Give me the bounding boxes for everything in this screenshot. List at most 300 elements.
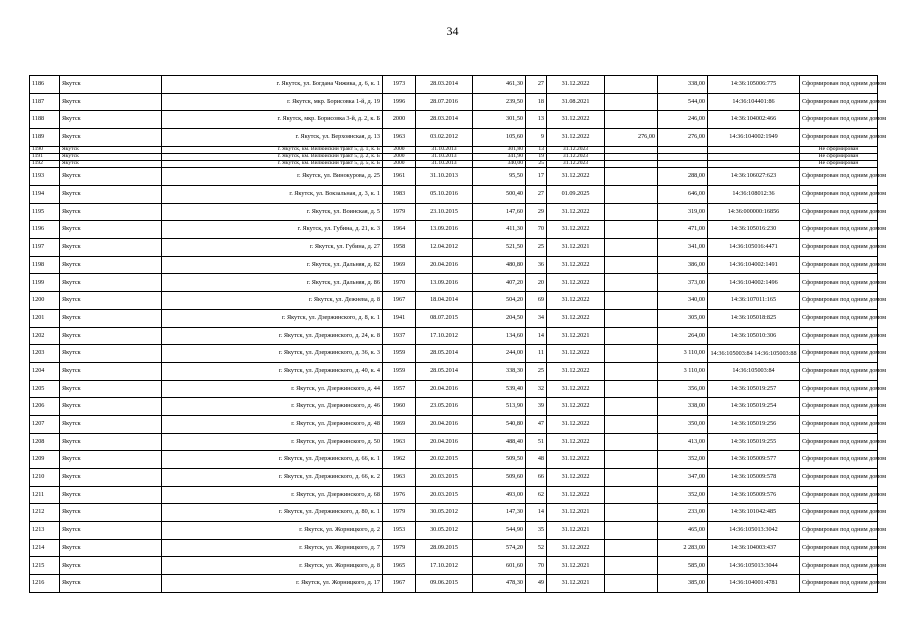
date-cell: 09.06.2015 [416, 575, 473, 593]
cadastral-number-cell: 14:36:104003:437 [708, 539, 800, 557]
table-row [30, 292, 878, 310]
residents-count-cell: 35 [526, 522, 547, 540]
status-cell: Сформирован под одним домом [800, 111, 878, 129]
row-number-cell: 1199 [30, 274, 60, 292]
city-cell: Якутск [60, 380, 162, 398]
cadastral-number-cell: 14:36:104002:1496 [708, 274, 800, 292]
area-cell: 521,50 [473, 239, 526, 257]
row-number-cell: 1197 [30, 239, 60, 257]
cadastral-number-cell: 14:36:104002:466 [708, 111, 800, 129]
residents-count-cell: 29 [526, 203, 547, 221]
row-number-cell: 1202 [30, 327, 60, 345]
value-cell [605, 522, 658, 540]
end-date-cell: 31.12.2022 [547, 469, 605, 487]
row-number-cell: 1205 [30, 380, 60, 398]
table-row [30, 327, 878, 345]
city-cell: Якутск [60, 274, 162, 292]
row-number-cell: 1203 [30, 345, 60, 363]
status-cell: Сформирован под одним домом [800, 239, 878, 257]
residents-count-cell: 18 [526, 93, 547, 111]
value-cell [605, 93, 658, 111]
date-cell: 28.03.2014 [416, 111, 473, 129]
build-year-cell: 1979 [383, 203, 416, 221]
build-year-cell: 1979 [383, 504, 416, 522]
table-row [30, 161, 878, 168]
end-date-cell: 31.12.2021 [547, 557, 605, 575]
city-cell: Якутск [60, 557, 162, 575]
residents-count-cell: 19 [526, 153, 547, 160]
date-cell: 30.05.2012 [416, 522, 473, 540]
city-cell: Якутск [60, 221, 162, 239]
cadastral-number-cell: 14:36:105016:230 [708, 221, 800, 239]
cadastral-number-cell: 14:36:108012:36 [708, 186, 800, 204]
date-cell: 12.04.2012 [416, 239, 473, 257]
address-cell: г. Якутск, ул. Губина, д. 21, к. 3 [162, 221, 383, 239]
table-row [30, 203, 878, 221]
land-area-cell: 233,00 [658, 504, 708, 522]
row-number-cell: 1206 [30, 398, 60, 416]
area-cell: 509,60 [473, 469, 526, 487]
row-number-cell: 1198 [30, 256, 60, 274]
residents-count-cell: 25 [526, 239, 547, 257]
table-row [30, 398, 878, 416]
table-row [30, 186, 878, 204]
address-cell: г. Якутск, ул. Жорницкого, д. 2 [162, 522, 383, 540]
address-cell: г. Якутск, ул. Дзержинского, д. 80, к. 1 [162, 504, 383, 522]
value-cell [605, 161, 658, 168]
end-date-cell: 31.12.2022 [547, 203, 605, 221]
area-cell: 95,50 [473, 168, 526, 186]
value-cell [605, 256, 658, 274]
end-date-cell: 31.12.2022 [547, 362, 605, 380]
residents-count-cell: 51 [526, 433, 547, 451]
land-area-cell: 3 110,00 [658, 362, 708, 380]
land-area-cell: 471,00 [658, 221, 708, 239]
cadastral-number-cell: 14:36:105003:84 [708, 362, 800, 380]
build-year-cell: 1996 [383, 93, 416, 111]
build-year-cell: 1960 [383, 398, 416, 416]
cadastral-number-cell: 14:36:104001:4781 [708, 575, 800, 593]
row-number-cell: 1195 [30, 203, 60, 221]
residents-count-cell: 39 [526, 398, 547, 416]
status-cell: Сформирован под одним домом [800, 398, 878, 416]
city-cell: Якутск [60, 486, 162, 504]
address-cell: г. Якутск, ул. Дзержинского, д. 66, к. 1 [162, 451, 383, 469]
date-cell: 20.04.2016 [416, 433, 473, 451]
status-cell: Сформирован под одним домом [800, 486, 878, 504]
address-cell: г. Якутск, мкр. Борисовка 1-й, д. 19 [162, 93, 383, 111]
value-cell [605, 153, 658, 160]
end-date-cell: 31.12.2022 [547, 256, 605, 274]
end-date-cell: 31.12.2022 [547, 486, 605, 504]
land-area-cell: 646,00 [658, 186, 708, 204]
land-area-cell: 350,00 [658, 415, 708, 433]
land-area-cell [658, 161, 708, 168]
land-area-cell [658, 153, 708, 160]
status-cell: Сформирован под одним домом [800, 522, 878, 540]
end-date-cell: 31.12.2021 [547, 327, 605, 345]
date-cell: 31.10.2013 [416, 146, 473, 153]
area-cell: 134,60 [473, 327, 526, 345]
end-date-cell: 31.12.2022 [547, 111, 605, 129]
end-date-cell: 31.12.2022 [547, 380, 605, 398]
row-number-cell: 1194 [30, 186, 60, 204]
row-number-cell: 1215 [30, 557, 60, 575]
build-year-cell: 1961 [383, 168, 416, 186]
date-cell: 20.04.2016 [416, 256, 473, 274]
date-cell: 17.10.2012 [416, 327, 473, 345]
cadastral-number-cell: 14:36:104002:1491 [708, 256, 800, 274]
end-date-cell: 31.12.2022 [547, 292, 605, 310]
cadastral-number-cell [708, 153, 800, 160]
build-year-cell: 1959 [383, 345, 416, 363]
cadastral-number-cell: 14:36:105006:775 [708, 76, 800, 94]
area-cell: 244,00 [473, 345, 526, 363]
residents-count-cell: 27 [526, 76, 547, 94]
date-cell: 30.05.2012 [416, 504, 473, 522]
table-row [30, 433, 878, 451]
city-cell: Якутск [60, 451, 162, 469]
date-cell: 23.05.2016 [416, 398, 473, 416]
table-row [30, 274, 878, 292]
residents-count-cell: 70 [526, 557, 547, 575]
residents-count-cell: 13 [526, 111, 547, 129]
value-cell [605, 398, 658, 416]
address-cell: г. Якутск, ул. Дежнева, д. 8 [162, 292, 383, 310]
cadastral-number-cell: 14:36:105013:3042 [708, 522, 800, 540]
land-area-cell: 305,00 [658, 309, 708, 327]
row-number-cell: 1187 [30, 93, 60, 111]
address-cell: г. Якутск, ул. Жорницкого, д. 17 [162, 575, 383, 593]
build-year-cell: 2000 [383, 146, 416, 153]
end-date-cell: 01.09.2025 [547, 186, 605, 204]
value-cell [605, 557, 658, 575]
table-row [30, 221, 878, 239]
address-cell: г. Якутск, ул. Губина, д. 27 [162, 239, 383, 257]
status-cell: Сформирован под одним домом [800, 129, 878, 147]
table-row [30, 539, 878, 557]
cadastral-number-cell: 14:36:105009:576 [708, 486, 800, 504]
end-date-cell: 31.12.2023 [547, 153, 605, 160]
row-number-cell: 1186 [30, 76, 60, 94]
value-cell [605, 433, 658, 451]
row-number-cell: 1216 [30, 575, 60, 593]
date-cell: 13.09.2016 [416, 221, 473, 239]
cadastral-number-cell: 14:36:101042:485 [708, 504, 800, 522]
land-area-cell: 544,00 [658, 93, 708, 111]
date-cell: 23.10.2015 [416, 203, 473, 221]
end-date-cell: 31.12.2021 [547, 575, 605, 593]
table-row [30, 486, 878, 504]
build-year-cell: 1963 [383, 433, 416, 451]
value-cell [605, 111, 658, 129]
land-area-cell [658, 146, 708, 153]
residents-count-cell: 32 [526, 380, 547, 398]
cadastral-number-cell: 14:36:107011:165 [708, 292, 800, 310]
value-cell [605, 575, 658, 593]
build-year-cell: 1970 [383, 274, 416, 292]
area-cell: 147,30 [473, 504, 526, 522]
city-cell: Якутск [60, 362, 162, 380]
address-cell: г. Якутск, ул. Дзержинского, д. 66, к. 2 [162, 469, 383, 487]
build-year-cell: 1963 [383, 129, 416, 147]
city-cell: Якутск [60, 327, 162, 345]
land-area-cell: 373,00 [658, 274, 708, 292]
address-cell: г. Якутск, ул. Жорницкого, д. 7 [162, 539, 383, 557]
build-year-cell: 1953 [383, 522, 416, 540]
address-cell: г. Якутск, ул. Верхоянская, д. 13 [162, 129, 383, 147]
status-cell: Не сформирован [800, 161, 878, 168]
status-cell: Сформирован под одним домом [800, 504, 878, 522]
city-cell: Якутск [60, 539, 162, 557]
land-area-cell: 3 110,00 [658, 345, 708, 363]
cadastral-number-cell: 14:36:105019:257 [708, 380, 800, 398]
area-cell: 544,90 [473, 522, 526, 540]
status-cell: Не сформирован [800, 146, 878, 153]
address-cell: г. Якутск, км. Вилюйский тракт 5, д. 2, к. Б [162, 153, 383, 160]
status-cell: Сформирован под одним домом [800, 186, 878, 204]
cadastral-number-cell: 14:36:105003:84 14:36:105003:88 [708, 345, 800, 363]
area-cell: 480,80 [473, 256, 526, 274]
area-cell: 493,00 [473, 486, 526, 504]
city-cell: Якутск [60, 203, 162, 221]
end-date-cell: 31.12.2022 [547, 433, 605, 451]
table-row [30, 522, 878, 540]
value-cell [605, 292, 658, 310]
page-number: 34 [446, 24, 459, 38]
area-cell: 407,20 [473, 274, 526, 292]
date-cell: 18.04.2014 [416, 292, 473, 310]
status-cell: Сформирован под одним домом [800, 274, 878, 292]
residents-count-cell: 17 [526, 168, 547, 186]
area-cell: 513,90 [473, 398, 526, 416]
residents-count-cell: 66 [526, 469, 547, 487]
row-number-cell: 1188 [30, 111, 60, 129]
status-cell: Сформирован под одним домом [800, 415, 878, 433]
address-cell: г. Якутск, ул. Дзержинского, д. 46 [162, 398, 383, 416]
city-cell: Якутск [60, 168, 162, 186]
residents-count-cell: 36 [526, 256, 547, 274]
row-number-cell: 1208 [30, 433, 60, 451]
land-area-cell: 352,00 [658, 486, 708, 504]
end-date-cell: 31.12.2022 [547, 76, 605, 94]
cadastral-number-cell: 14:36:106027:623 [708, 168, 800, 186]
cadastral-number-cell [708, 146, 800, 153]
city-cell: Якутск [60, 433, 162, 451]
row-number-cell: 1209 [30, 451, 60, 469]
end-date-cell: 31.12.2022 [547, 168, 605, 186]
status-cell: Сформирован под одним домом [800, 168, 878, 186]
value-cell: 276,00 [605, 129, 658, 147]
status-cell: Сформирован под одним домом [800, 539, 878, 557]
build-year-cell: 1959 [383, 362, 416, 380]
build-year-cell: 1957 [383, 380, 416, 398]
table-row [30, 111, 878, 129]
build-year-cell: 1958 [383, 239, 416, 257]
end-date-cell: 31.12.2022 [547, 129, 605, 147]
value-cell [605, 504, 658, 522]
residents-count-cell: 13 [526, 146, 547, 153]
date-cell: 28.03.2014 [416, 76, 473, 94]
row-number-cell: 1214 [30, 539, 60, 557]
address-cell: г. Якутск, ул. Дзержинского, д. 36, к. 3 [162, 345, 383, 363]
date-cell: 20.03.2015 [416, 469, 473, 487]
land-area-cell: 338,00 [658, 398, 708, 416]
cadastral-number-cell: 14:36:105009:577 [708, 451, 800, 469]
city-cell: Якутск [60, 76, 162, 94]
area-cell: 500,40 [473, 186, 526, 204]
area-cell: 411,30 [473, 221, 526, 239]
row-number-cell: 1213 [30, 522, 60, 540]
land-area-cell: 385,00 [658, 575, 708, 593]
date-cell: 20.03.2015 [416, 486, 473, 504]
value-cell [605, 186, 658, 204]
end-date-cell: 31.12.2022 [547, 309, 605, 327]
build-year-cell: 1967 [383, 575, 416, 593]
end-date-cell: 31.12.2021 [547, 504, 605, 522]
address-cell: г. Якутск, ул. Дзержинского, д. 24, к. 8 [162, 327, 383, 345]
value-cell [605, 539, 658, 557]
land-area-cell: 386,00 [658, 256, 708, 274]
row-number-cell: 1200 [30, 292, 60, 310]
value-cell [605, 469, 658, 487]
value-cell [605, 221, 658, 239]
table-row [30, 469, 878, 487]
city-cell: Якутск [60, 345, 162, 363]
row-number-cell: 1210 [30, 469, 60, 487]
cadastral-number-cell: 14:36:105019:256 [708, 415, 800, 433]
date-cell: 28.05.2014 [416, 345, 473, 363]
land-area-cell: 276,00 [658, 129, 708, 147]
address-cell: г. Якутск, ул. Богдана Чижика, д. 6, к. 1 [162, 76, 383, 94]
residents-count-cell: 34 [526, 309, 547, 327]
address-cell: г. Якутск, ул. Дзержинского, д. 44 [162, 380, 383, 398]
end-date-cell: 31.12.2022 [547, 274, 605, 292]
status-cell: Сформирован под одним домом [800, 76, 878, 94]
status-cell: Не сформирован [800, 153, 878, 160]
residents-count-cell: 20 [526, 274, 547, 292]
status-cell: Сформирован под одним домом [800, 380, 878, 398]
value-cell [605, 309, 658, 327]
city-cell: Якутск [60, 161, 162, 168]
area-cell: 539,40 [473, 380, 526, 398]
city-cell: Якутск [60, 256, 162, 274]
table-row [30, 415, 878, 433]
land-area-cell: 341,00 [658, 239, 708, 257]
end-date-cell: 31.12.2022 [547, 451, 605, 469]
row-number-cell: 1201 [30, 309, 60, 327]
housing-registry-table [29, 75, 887, 593]
date-cell: 20.02.2015 [416, 451, 473, 469]
table-row [30, 76, 878, 94]
build-year-cell: 1967 [383, 292, 416, 310]
build-year-cell: 2000 [383, 161, 416, 168]
status-cell: Сформирован под одним домом [800, 292, 878, 310]
date-cell: 05.10.2016 [416, 186, 473, 204]
row-number-cell: 1204 [30, 362, 60, 380]
city-cell: Якутск [60, 575, 162, 593]
land-area-cell: 2 283,00 [658, 539, 708, 557]
residents-count-cell: 62 [526, 486, 547, 504]
build-year-cell: 1962 [383, 451, 416, 469]
end-date-cell: 31.12.2022 [547, 539, 605, 557]
status-cell: Сформирован под одним домом [800, 327, 878, 345]
address-cell: г. Якутск, ул. Дзержинского, д. 40, к. 4 [162, 362, 383, 380]
address-cell: г. Якутск, ул. Вокзальная, д. 3, к. 1 [162, 186, 383, 204]
land-area-cell: 347,00 [658, 469, 708, 487]
date-cell: 28.09.2015 [416, 539, 473, 557]
land-area-cell: 413,00 [658, 433, 708, 451]
table-row [30, 93, 878, 111]
date-cell: 03.02.2012 [416, 129, 473, 147]
cadastral-number-cell: 14:36:105013:3044 [708, 557, 800, 575]
status-cell: Сформирован под одним домом [800, 345, 878, 363]
table-row [30, 557, 878, 575]
end-date-cell: 31.12.2022 [547, 398, 605, 416]
row-number-cell: 1193 [30, 168, 60, 186]
area-cell: 147,60 [473, 203, 526, 221]
table-row [30, 239, 878, 257]
city-cell: Якутск [60, 186, 162, 204]
value-cell [605, 345, 658, 363]
area-cell: 504,20 [473, 292, 526, 310]
row-number-cell: 1211 [30, 486, 60, 504]
status-cell: Сформирован под одним домом [800, 451, 878, 469]
residents-count-cell: 14 [526, 504, 547, 522]
cadastral-number-cell: 14:36:105019:254 [708, 398, 800, 416]
land-area-cell: 319,00 [658, 203, 708, 221]
end-date-cell: 31.12.2023 [547, 146, 605, 153]
city-cell: Якутск [60, 469, 162, 487]
table-body [30, 76, 887, 593]
status-cell: Сформирован под одним домом [800, 203, 878, 221]
address-cell: г. Якутск, км. Вилюйский тракт 5, д. 5, к. Б [162, 161, 383, 168]
land-area-cell: 264,00 [658, 327, 708, 345]
residents-count-cell: 52 [526, 539, 547, 557]
address-cell: г. Якутск, ул. Дзержинского, д. 68 [162, 486, 383, 504]
value-cell [605, 239, 658, 257]
status-cell: Сформирован под одним домом [800, 433, 878, 451]
value-cell [605, 362, 658, 380]
city-cell: Якутск [60, 93, 162, 111]
residents-count-cell: 14 [526, 327, 547, 345]
value-cell [605, 380, 658, 398]
value-cell [605, 486, 658, 504]
land-area-cell: 352,00 [658, 451, 708, 469]
row-number-cell: 1189 [30, 129, 60, 147]
land-area-cell: 288,00 [658, 168, 708, 186]
address-cell: г. Якутск, ул. Дзержинского, д. 48 [162, 415, 383, 433]
end-date-cell: 31.08.2021 [547, 93, 605, 111]
table-row [30, 129, 878, 147]
city-cell: Якутск [60, 153, 162, 160]
area-cell: 105,60 [473, 129, 526, 147]
residents-count-cell: 25 [526, 161, 547, 168]
area-cell: 488,40 [473, 433, 526, 451]
status-cell: Сформирован под одним домом [800, 557, 878, 575]
city-cell: Якутск [60, 522, 162, 540]
area-cell: 601,60 [473, 557, 526, 575]
city-cell: Якутск [60, 398, 162, 416]
status-cell: Сформирован под одним домом [800, 309, 878, 327]
build-year-cell: 1937 [383, 327, 416, 345]
cadastral-number-cell: 14:36:105010:306 [708, 327, 800, 345]
city-cell: Якутск [60, 111, 162, 129]
land-area-cell: 356,00 [658, 380, 708, 398]
build-year-cell: 1969 [383, 415, 416, 433]
status-cell: Сформирован под одним домом [800, 469, 878, 487]
value-cell [605, 76, 658, 94]
